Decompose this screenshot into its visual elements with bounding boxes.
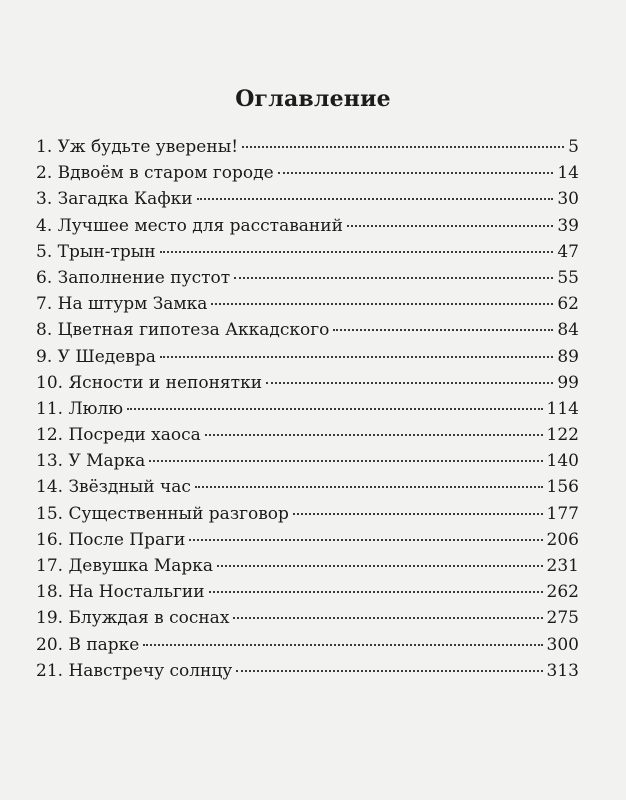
toc-entry-label: 21. Навстречу солнцу	[36, 660, 233, 681]
toc-entry-page: 206	[546, 529, 579, 550]
toc-entry-label: 15. Существенный разговор	[36, 503, 289, 524]
toc-entry-label: 8. Цветная гипотеза Аккадского	[36, 320, 330, 341]
toc-entry-page: 275	[546, 608, 579, 629]
toc-entry-page: 62	[557, 294, 579, 315]
toc-entry-label: 5. Трын-трын	[36, 241, 156, 262]
dot-leader	[234, 277, 553, 279]
toc-entry-label: 6. Заполнение пустот	[36, 267, 231, 288]
toc-entry	[36, 422, 579, 448]
dot-leader	[236, 670, 542, 672]
toc-entry-label: 9. У Шедевра	[36, 346, 156, 367]
dot-leader	[197, 198, 554, 200]
toc-entry	[36, 239, 579, 265]
toc-entry-label: 11. Люлю	[36, 398, 124, 419]
toc-entry-label: 19. Блуждая в соснах	[36, 608, 230, 629]
dot-leader	[160, 356, 553, 358]
toc-entry-page: 39	[557, 215, 579, 236]
dot-leader	[233, 617, 542, 619]
dot-leader	[293, 513, 543, 515]
toc-entry-page: 231	[546, 556, 579, 576]
toc-entry-page: 140	[546, 451, 579, 472]
dot-leader	[266, 382, 553, 384]
dot-leader	[242, 146, 564, 148]
toc-entry-label: 10. Ясности и непонятки	[36, 372, 263, 393]
toc-entry-label: 7. На штурм Замка	[36, 294, 208, 315]
toc-entry-page: 47	[557, 241, 579, 262]
toc-entry	[36, 344, 579, 370]
toc-entry	[36, 658, 579, 684]
dot-leader	[127, 408, 543, 410]
dot-leader	[189, 539, 542, 541]
toc-entry	[36, 579, 579, 605]
toc-entry-page: 300	[546, 634, 579, 655]
toc-entry-page: 99	[557, 372, 579, 393]
dot-leader	[211, 303, 553, 305]
dot-leader	[205, 434, 543, 436]
toc-entry-label: 16. После Праги	[36, 529, 186, 550]
toc-entry-page: 122	[546, 425, 579, 446]
toc-entry-label: 1. Уж будьте уверены!	[36, 137, 239, 157]
dot-leader	[217, 565, 542, 567]
toc-entry	[36, 291, 579, 317]
toc-entry	[36, 317, 579, 343]
toc-entry-page: 114	[546, 398, 579, 419]
toc-entry-label: 14. Звёздный час	[36, 477, 191, 498]
toc-entry	[36, 370, 579, 396]
dot-leader	[149, 460, 542, 462]
toc-entry-page: 89	[557, 346, 579, 367]
toc-entry-label: 17. Девушка Марка	[36, 556, 214, 576]
dot-leader	[195, 486, 543, 488]
toc-entry	[36, 605, 579, 631]
toc-entry-page: 84	[557, 320, 579, 341]
toc-entry	[36, 160, 579, 186]
toc-entry	[36, 501, 579, 527]
dot-leader	[160, 251, 554, 253]
toc-entry	[36, 527, 579, 553]
toc-entry-page: 5	[568, 137, 579, 157]
toc-entry	[36, 265, 579, 291]
toc-entry-page: 262	[546, 582, 579, 603]
toc-entry-page: 55	[557, 267, 579, 288]
dot-leader	[333, 329, 553, 331]
toc-entry	[36, 553, 579, 579]
toc-entry-page: 177	[546, 503, 579, 524]
toc-entry	[36, 448, 579, 474]
toc-entry-label: 2. Вдвоём в старом городе	[36, 163, 274, 184]
toc-entry-page: 313	[546, 660, 579, 681]
toc-entry-label: 13. У Марка	[36, 451, 146, 472]
dot-leader	[278, 172, 554, 174]
toc-entry-page: 30	[557, 189, 579, 210]
dot-leader	[143, 644, 542, 646]
toc-entry	[36, 396, 579, 422]
toc-list	[36, 134, 579, 684]
toc-entry-page: 156	[546, 477, 579, 498]
toc-entry	[36, 186, 579, 212]
toc-entry	[36, 134, 579, 160]
toc-entry	[36, 213, 579, 239]
dot-leader	[347, 225, 553, 227]
toc-entry-label: 4. Лучшее место для расставаний	[36, 215, 343, 236]
toc-entry-label: 3. Загадка Кафки	[36, 189, 193, 210]
dot-leader	[209, 591, 543, 593]
toc-title: Оглавление	[235, 86, 391, 112]
toc-entry-label: 20. В парке	[36, 634, 140, 655]
toc-entry-page: 14	[557, 163, 579, 184]
toc-entry-label: 12. Посреди хаоса	[36, 425, 201, 446]
toc-entry	[36, 474, 579, 500]
toc-entry-label: 18. На Ностальгии	[36, 582, 205, 603]
toc-entry	[36, 632, 579, 658]
